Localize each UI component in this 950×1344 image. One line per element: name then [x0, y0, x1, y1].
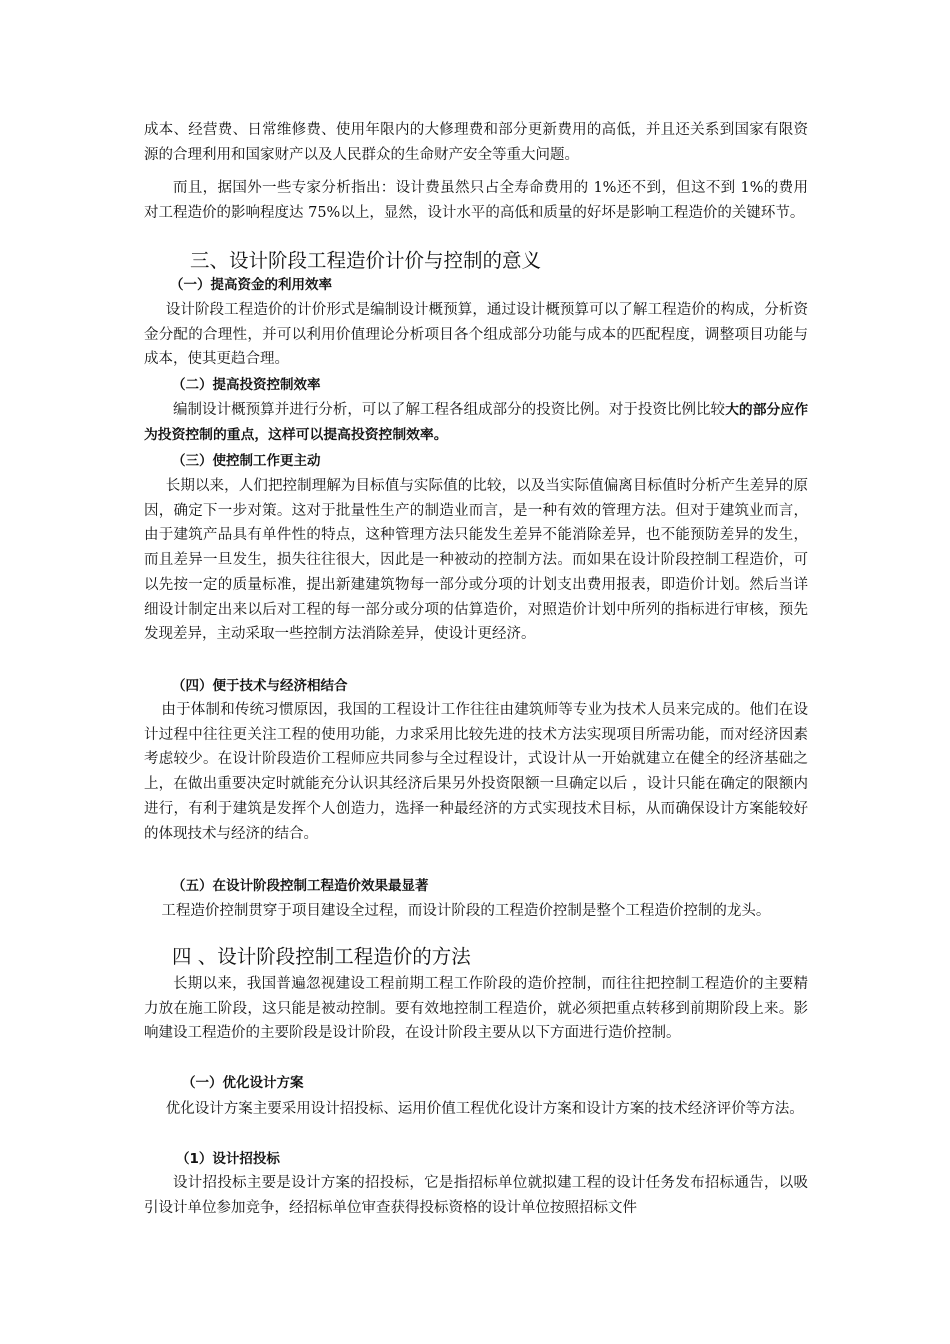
paragraph-text: 而且，据国外一些专家分析指出：设计费虽然只占全寿命费用的 1%还不到，但这不到 1%的费用对工程造价的影响程度达 75%以上，显然，设计水平的高低和质量的好坏是影响工程造价的关键环节。 — [144, 180, 808, 221]
paragraph-text: 设计招投标主要是设计方案的招投标，它是指招标单位就拟建工程的设计任务发布招标通告，以吸引设计单位参加竞争，经招标单位审查获得投标资格的设计单位按照招标文件 — [144, 1175, 808, 1216]
subheading-5: （五）在设计阶段控制工程造价效果最显著 — [172, 878, 429, 894]
subheading-6: （一）优化设计方案 — [182, 1075, 304, 1091]
paragraph-text — [144, 398, 808, 447]
subheading-4: （四）便于技术与经济相结合 — [172, 678, 348, 694]
paragraph-capital-efficiency — [144, 298, 808, 372]
paragraph-investment-control — [144, 398, 808, 447]
subheading-7: （1）设计招投标 — [176, 1151, 280, 1167]
subheading-1: （一）提高资金的利用效率 — [170, 277, 332, 293]
paragraph-text-start: 编制设计概预算并进行分析，可以了解工程各组成部分的投资比例。对于投资比例比较 — [173, 402, 726, 418]
paragraph-design-bidding — [144, 1171, 808, 1220]
paragraph-control-methods — [144, 972, 808, 1046]
paragraph-lifecycle-cost — [144, 118, 808, 167]
paragraph-active-control — [144, 474, 808, 647]
paragraph-text: 优化设计方案主要采用设计招投标、运用价值工程优化设计方案和设计方案的技术经济评价等方法。 — [165, 1101, 804, 1117]
section-heading-3: 三、设计阶段工程造价计价与控制的意义 — [190, 249, 542, 272]
paragraph-tech-economy — [144, 698, 808, 846]
paragraph-text: 设计阶段工程造价的计价形式是编制设计概预算，通过设计概预算可以了解工程造价的构成，分析资金分配的合理性，并可以利用价值理论分析项目各个组成部分功能与成本的匹配程度，调整项目功能与成本，使其更趋合理。 — [144, 302, 808, 368]
paragraph-text-bold: 大的部分应作为投资控制的重点，这样可以提高投资控制效率。 — [144, 402, 809, 443]
paragraph-text: 长期以来，我国普遍忽视建设工程前期工程工作阶段的造价控制，而往往把控制工程造价的主要精力放在施工阶段，这只能是被动控制。要有效地控制工程造价，就必须把重点转移到前期阶段上来。影响建设工程造价的主要阶段是设计阶段，在设计阶段主要从以下方面进行造价控制。 — [144, 976, 808, 1042]
paragraph-most-effective — [144, 899, 808, 924]
paragraph-text: 长期以来，人们把控制理解为目标值与实际值的比较，以及当实际值偏离目标值时分析产生差异的原因，确定下一步对策。这对于批量性生产的制造业而言，是一种有效的管理方法。但对于建筑业而言，由于建筑产品具有单件性的特点，这种管理方法只能发生差异不能消除差异，也不能预防差异的发生，而且差异一旦发生，损失往往很大，因此是一种被动的控制方法。而如果在设计阶段控制工程造价，可以先按一定的质量标准，提出新建建筑物每一部分或分项的计划支出费用报表，即造价计划。然后当详细设计制定出来以后对工程的每一部分或分项的估算造价，对照造价计划中所列的指标进行审核，预先发现差异，主动采取一些控制方法消除差异，使设计更经济。 — [144, 478, 808, 643]
paragraph-text: 工程造价控制贯穿于项目建设全过程，而设计阶段的工程造价控制是整个工程造价控制的龙头。 — [161, 903, 771, 919]
section-heading-4: 四 、设计阶段控制工程造价的方法 — [172, 945, 471, 968]
paragraph-design-fee — [144, 176, 808, 225]
paragraph-optimize-design — [144, 1097, 808, 1122]
subheading-2: （二）提高投资控制效率 — [172, 377, 321, 393]
paragraph-text: 成本、经营费、日常维修费、使用年限内的大修理费和部分更新费用的高低，并且还关系到国家有限资源的合理利用和国家财产以及人民群众的生命财产安全等重大问题。 — [144, 122, 808, 163]
subheading-3: （三）使控制工作更主动 — [172, 453, 321, 469]
paragraph-text: 由于体制和传统习惯原因，我国的工程设计工作往往由建筑师等专业为技术人员来完成的。他们在设计过程中往往更关注工程的使用功能，力求采用比较先进的技术方法实现项目所需功能，而对经济因素考虑较少。在设计阶段造价工程师应共同参与全过程设计，式设计从一开始就建立在健全的经济基础之上，在做出重要决定时就能充分认识其经济后果另外投资限额一旦确定以后 ，设计只能在确定的限额内进行，有利于建筑是发挥个人创造力，选择一种最经济的方式实现技术目标，从而确保设计方案能较好的体现技术与经济的结合。 — [144, 702, 808, 842]
